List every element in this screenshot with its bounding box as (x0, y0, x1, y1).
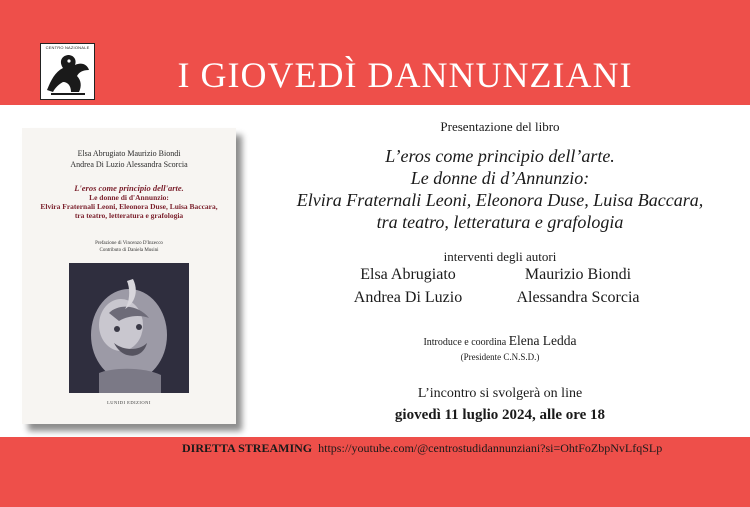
book-cover-artwork (69, 263, 189, 393)
author-name: Elsa Abrugiato (360, 266, 456, 283)
author-name: Alessandra Scorcia (516, 289, 640, 306)
book-preface (22, 240, 236, 254)
event-title-line: Le donne di d’Annunzio: (410, 168, 590, 188)
book-cover (22, 128, 236, 424)
event-title-line: tra teatro, letteratura e grafologia (376, 212, 624, 232)
book-authors (22, 148, 236, 170)
streaming-link[interactable]: https://youtube.com/@centrostudidannunziani?si=OhtFoZbpNvLfqSLp (318, 441, 663, 455)
book-authors-line: Andrea Di Luzio Alessandra Scorcia (70, 160, 188, 169)
author-name: Andrea Di Luzio (353, 289, 463, 306)
presentation-label: Presentazione del libro (440, 119, 560, 134)
book-title (22, 184, 236, 220)
moderator-role: (Presidente C.N.S.D.) (460, 352, 540, 362)
logo-text: CENTRO NAZIONALE (45, 45, 90, 50)
streaming-label: DIRETTA STREAMING (182, 441, 313, 455)
event-date: giovedì 11 luglio 2024, alle ore 18 (394, 407, 606, 423)
moderator-prefix: Introduce e coordina (423, 337, 507, 348)
moderator-name: Elena Ledda (508, 333, 577, 348)
book-title-line: Elvira Fraternali Leoni, Eleonora Duse, Luisa Baccara, (40, 202, 218, 211)
page-title: I GIOVEDÌ DANNUNZIANI (177, 55, 633, 95)
interventi-label: interventi degli autori (443, 249, 557, 264)
event-title-line: L’eros come principio dell’arte. (385, 146, 615, 166)
author-name: Maurizio Biondi (524, 266, 632, 283)
online-notice: L’incontro si svolgerà on line (417, 386, 583, 401)
moderator-line (250, 334, 750, 350)
book-preface-line: Prefazione di Vincenzo D'Inzecco (95, 241, 163, 246)
book-authors-line: Elsa Abrugiato Maurizio Biondi (77, 149, 181, 158)
event-title-line: Elvira Fraternali Leoni, Eleonora Duse, Luisa Baccara, (296, 190, 704, 210)
book-publisher: LUNIDI EDIZIONI (107, 400, 151, 405)
sculpture-head-image (69, 263, 189, 393)
book-title-line: tra teatro, letteratura e grafologia (74, 211, 184, 220)
book-preface-line: Contributo di Daniela Musini (99, 248, 159, 253)
book-title-line: L'eros come principio dell'arte. (74, 183, 184, 193)
streaming-line (182, 441, 662, 456)
book-title-line: Le donne di d'Annunzio: (89, 193, 169, 202)
